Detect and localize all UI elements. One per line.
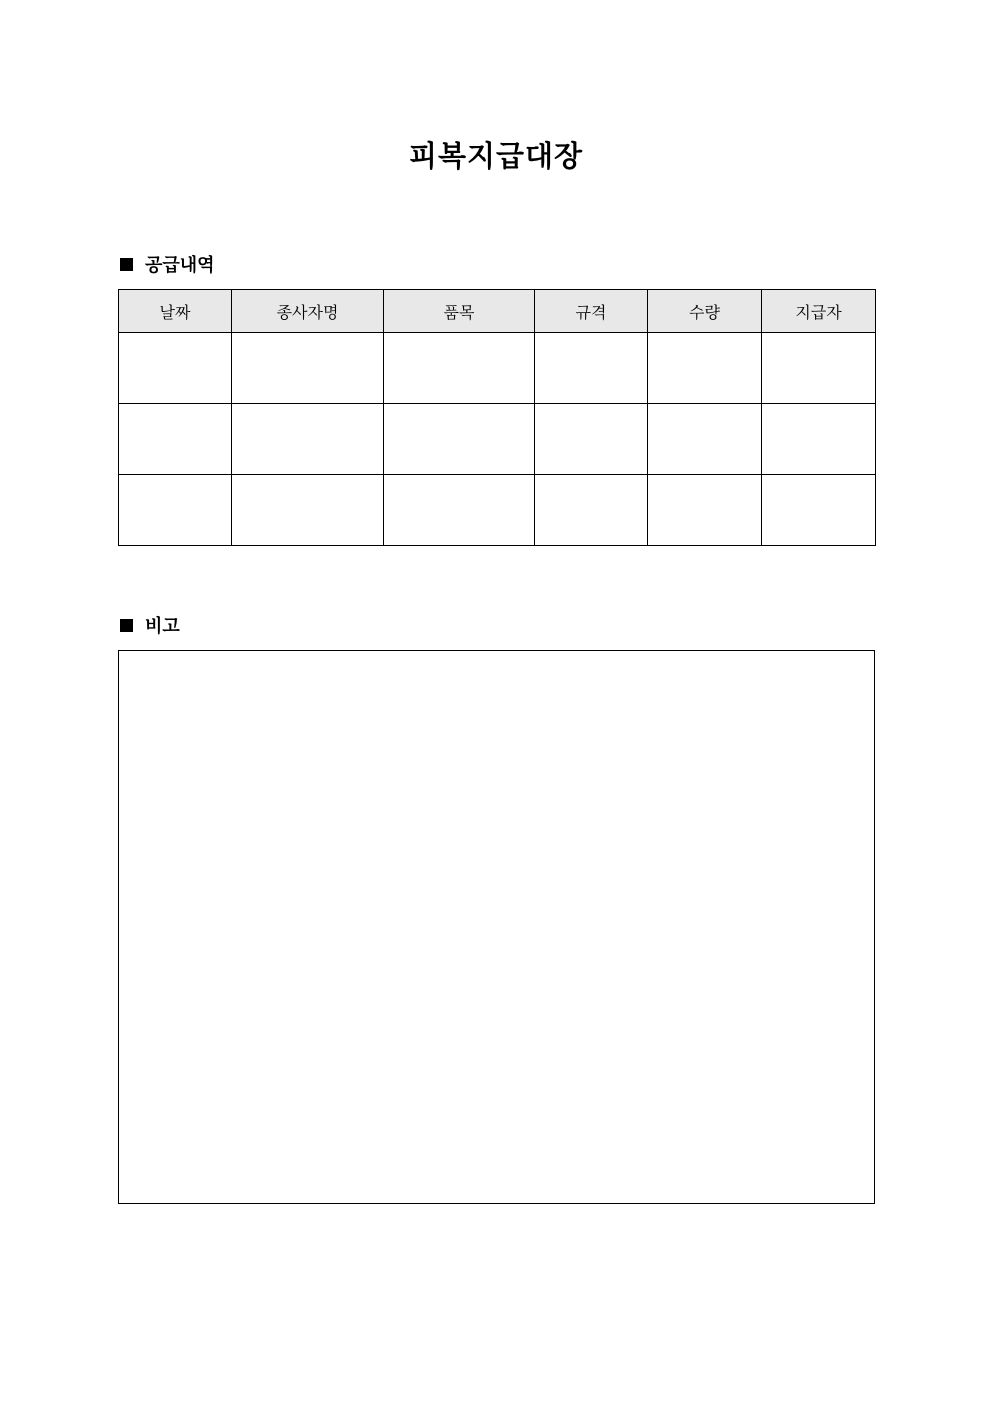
supply-section-heading: [120, 251, 215, 277]
table-cell-spec[interactable]: [535, 475, 648, 546]
column-header-issuer: 지급자: [762, 290, 876, 333]
table-row: [119, 404, 876, 475]
column-header-spec: 규격: [535, 290, 648, 333]
square-bullet-icon: [120, 619, 133, 632]
document-title: 피복지급대장: [408, 139, 584, 173]
table-cell-date[interactable]: [119, 333, 232, 404]
table-cell-worker-name[interactable]: [232, 404, 384, 475]
table-cell-worker-name[interactable]: [232, 475, 384, 546]
table-cell-issuer[interactable]: [762, 333, 876, 404]
table-cell-spec[interactable]: [535, 404, 648, 475]
supply-table: [118, 289, 876, 546]
table-cell-spec[interactable]: [535, 333, 648, 404]
table-cell-quantity[interactable]: [648, 475, 762, 546]
table-cell-issuer[interactable]: [762, 404, 876, 475]
table-cell-quantity[interactable]: [648, 404, 762, 475]
supply-table-header-row: [119, 290, 876, 333]
square-bullet-icon: [120, 258, 133, 271]
column-header-worker-name: 종사자명: [232, 290, 384, 333]
table-cell-issuer[interactable]: [762, 475, 876, 546]
table-row: [119, 333, 876, 404]
table-cell-item[interactable]: [384, 333, 535, 404]
remarks-section-heading: [120, 612, 180, 638]
table-cell-item[interactable]: [384, 404, 535, 475]
table-cell-quantity[interactable]: [648, 333, 762, 404]
column-header-date: 날짜: [119, 290, 232, 333]
table-cell-date[interactable]: [119, 475, 232, 546]
remarks-section-label: 비고: [145, 616, 180, 637]
table-cell-date[interactable]: [119, 404, 232, 475]
column-header-quantity: 수량: [648, 290, 762, 333]
column-header-item: 품목: [384, 290, 535, 333]
table-row: [119, 475, 876, 546]
supply-section-label: 공급내역: [145, 255, 215, 276]
table-cell-worker-name[interactable]: [232, 333, 384, 404]
table-cell-item[interactable]: [384, 475, 535, 546]
remarks-box[interactable]: [118, 650, 875, 1204]
